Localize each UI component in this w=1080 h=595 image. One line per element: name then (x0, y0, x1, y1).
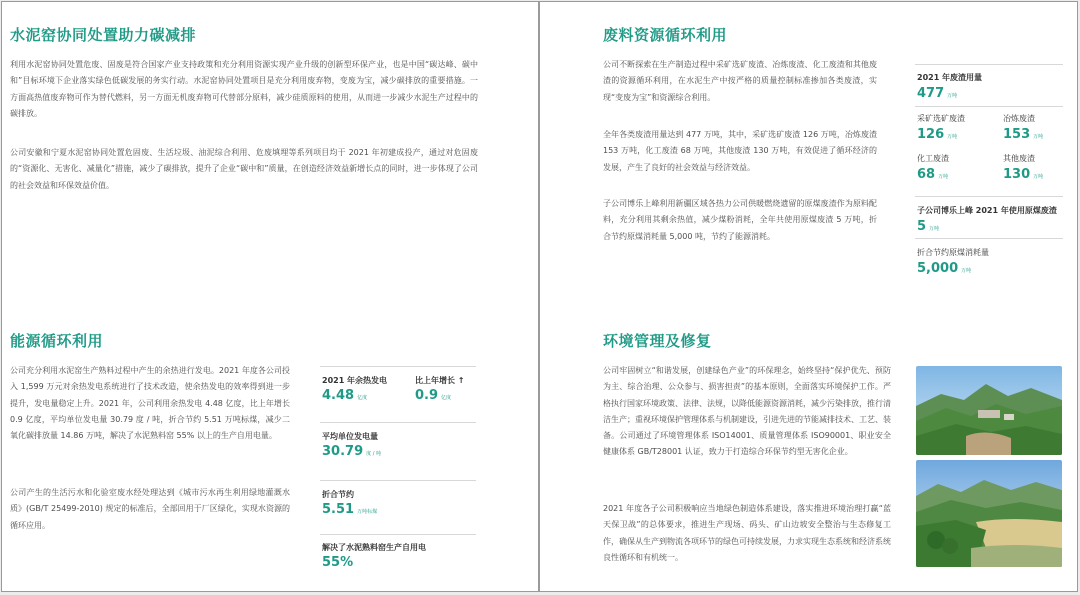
unit-text: 亿度 (357, 395, 368, 401)
growth-value: 0.9 亿度 (415, 388, 452, 403)
bole-label: 子公司博乐上峰 2021 年使用原煤废渣 (917, 206, 1057, 215)
waste-heat-value: 4.48 亿度 (322, 388, 368, 403)
unit-text: 万吨 (961, 268, 972, 274)
saving-label: 折合节约 (322, 490, 354, 499)
lake-photo (916, 460, 1062, 567)
self-use-value: 55% (322, 555, 354, 570)
section-title-environment: 环境管理及修复 (603, 332, 712, 350)
environment-paragraph-2: 2021 年度各子公司积极响应当地绿色制造体系建设，落实推进环境治理打赢“蓝天保卫战”的总体要求，推进生产现场、码头、矿山边坡安全整治与生态修复工作，确保从生产到物流各项环节的绿色可持续发展，力求实现生态系统和经济系统良性循环和有机统一。 (603, 504, 891, 562)
stats-divider (915, 64, 1063, 65)
stats-divider (320, 534, 476, 535)
smelting-label: 冶炼废渣 (1003, 114, 1035, 123)
unit-power-value: 30.79 度 / 吨 (322, 444, 381, 459)
unit-text: 万吨 (929, 226, 940, 232)
mining-label: 采矿选矿废渣 (917, 114, 965, 123)
energy-paragraph-2: 公司产生的生活污水和化验室废水经处理达到《城市污水再生利用绿地灌溉水质》(GB/T 25499-2010) 规定的标准后，全部回用于厂区绿化，实现水资源的循环应用。 (10, 488, 290, 530)
unit-text: 万吨 (938, 174, 949, 180)
environment-paragraph-1: 公司牢固树立“和谐发展，创建绿色产业”的环保理念，始终坚持“保护优先、预防为主、综合治理、公众参与、损害担责”的基本原则，全面落实环境保护工作。严格执行国家环境政策、法律、法规，以降低能源资源消耗，减少污染排放，推行清洁生产；重视环境保护管理体系与机制建设，引进先进的节能减排技术、工艺、装备。公司通过了环境管理体系 ISO14001、质量管理体系 ISO90001、职业安全健康体系 GB/T28001 认证，致力于打造综合环保节约型无害化企业。 (603, 366, 891, 457)
waste-paragraph-2: 全年各类废渣用量达到 477 万吨，其中，采矿选矿废渣 126 万吨，冶炼废渣 153 万吨，化工废渣 68 万吨，其他废渣 130 万吨，有效促进了循环经济的发展，产生了良好的社会效益与经济效益。 (603, 130, 877, 172)
right-page (539, 1, 1078, 592)
chemical-label: 化工废渣 (917, 154, 949, 163)
stats-divider (915, 106, 1063, 107)
chemical-value: 68 万吨 (917, 167, 949, 182)
unit-text: 万吨 (1033, 174, 1044, 180)
unit-text: 万吨标煤 (357, 509, 378, 515)
unit-text: 度 / 吨 (366, 451, 381, 457)
stats-divider (320, 480, 476, 481)
carbon-paragraph-1: 利用水泥窑协同处置危废、固废是符合国家产业支持政策和充分利用资源实现产业升级的创新型环保产业，也是中国“碳达峰、碳中和”目标环境下企业落实绿色低碳发展的务实行动。水泥窑协同处置项目是充分利用废弃物，变废为宝，减少碳排放的重要措施。一方面高热值废弃物可作为替代燃料，另一方面无机废弃物可代替部分原料，减少硅质原料的使用，从而进一步减少水泥生产过程中的碳排放。 (10, 60, 478, 118)
section-title-energy: 能源循环利用 (10, 332, 104, 350)
growth-label: 比上年增长 ↑ (415, 376, 465, 385)
waste-paragraph-3: 子公司博乐上峰利用新疆区域各热力公司供暖燃烧遗留的原煤废渣作为原料配料，充分利用其剩余热值，减少煤粉消耗，全年共使用原煤废渣 5 万吨，折合节约原煤消耗量 5,000 吨，节约了能源消耗。 (603, 199, 877, 241)
waste-total-value: 477 万吨 (917, 86, 958, 101)
saving-value: 5.51 万吨标煤 (322, 502, 378, 517)
other-value: 130 万吨 (1003, 167, 1044, 182)
carbon-paragraph-2: 公司安徽和宁夏水泥窑协同处置危固废、生活垃圾、油泥综合利用、危废填埋等系列项目均于 2021 年初建成投产，通过对危固废的“资源化、无害化、减量化”措施，减少了碳排放，提升了企业“碳中和”质量，在创造经济效益新增长点的同时，进一步体现了公司的社会效益和环保效益价值。 (10, 148, 478, 190)
unit-power-label: 平均单位发电量 (322, 432, 378, 441)
waste-heat-label: 2021 年余热发电 (322, 376, 388, 385)
waste-total-label: 2021 年废渣用量 (917, 73, 983, 82)
smelting-value: 153 万吨 (1003, 127, 1044, 142)
coal-saving-label: 折合节约原煤消耗量 (917, 248, 989, 257)
bole-value: 5 万吨 (917, 219, 940, 234)
unit-text: 亿度 (441, 395, 452, 401)
unit-text: 万吨 (947, 134, 958, 140)
mountain-photo (916, 366, 1062, 455)
stats-divider (915, 196, 1063, 197)
section-title-carbon: 水泥窑协同处置助力碳减排 (10, 26, 197, 44)
unit-text: 万吨 (947, 93, 958, 99)
section-title-waste: 废料资源循环利用 (603, 26, 728, 44)
other-label: 其他废渣 (1003, 154, 1035, 163)
stats-divider (320, 422, 476, 423)
unit-text: 万吨 (1033, 134, 1044, 140)
stats-divider (320, 366, 476, 367)
left-page (1, 1, 539, 592)
mining-value: 126 万吨 (917, 127, 958, 142)
coal-saving-value: 5,000 万吨 (917, 261, 972, 276)
energy-paragraph-1: 公司充分利用水泥窑生产熟料过程中产生的余热进行发电。2021 年度各公司投入 1,599 万元对余热发电系统进行了技术改造，使余热发电的效率得到进一步提升，发电量稳定上升。2021 年，公司利用余热发电 4.48 亿度，比上年增长 0.9 亿度，平均单位发电量 30.79 度 / 吨，折合节约 5.51 万吨标煤，减少二氧化碳排放量 14.86 万吨，解决了水泥熟料窑 55% 以上的生产自用电量。 (10, 366, 290, 441)
stats-divider (915, 238, 1063, 239)
waste-paragraph-1: 公司不断探索在生产制造过程中采矿选矿废渣、冶炼废渣、化工废渣和其他废渣的资源循环利用，在水泥生产中按严格的质量控制标准掺加各类废渣，实现“变废为宝”和资源综合利用。 (603, 60, 877, 102)
self-use-label: 解决了水泥熟料窑生产自用电 (322, 543, 426, 552)
